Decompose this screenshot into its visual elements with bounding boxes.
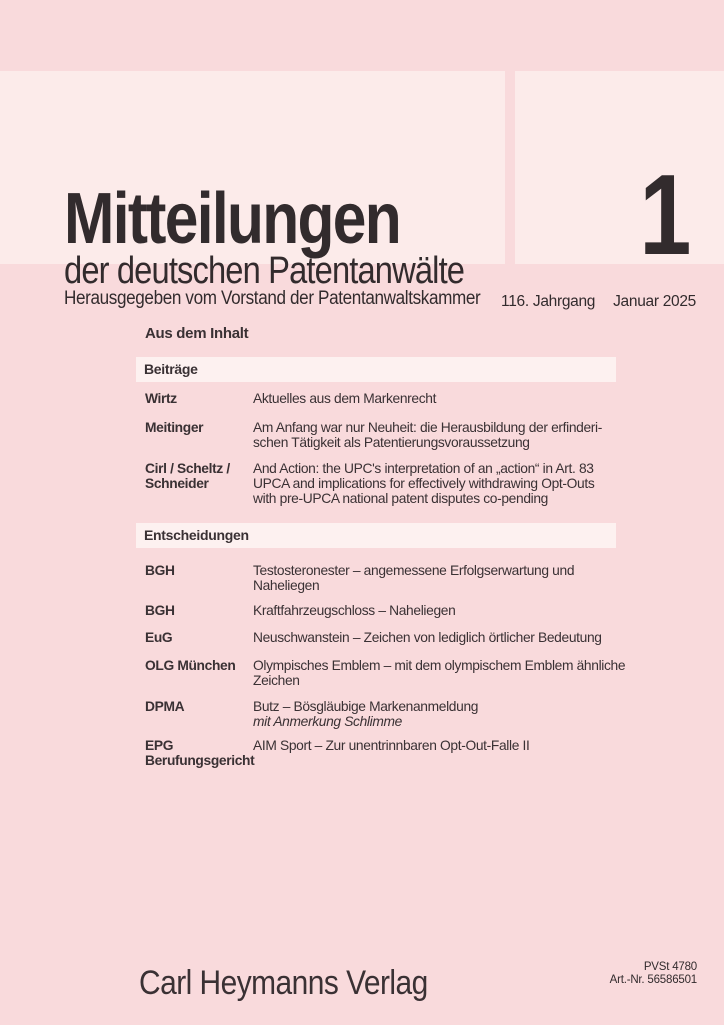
- author-line: Schneider: [145, 476, 209, 491]
- author-line: Wirtz: [145, 391, 177, 406]
- table-of-contents: [136, 325, 626, 768]
- toc-row-author: [145, 461, 253, 506]
- toc-row: [136, 738, 616, 768]
- court-line: EPG: [145, 738, 174, 753]
- toc-row-title: [253, 603, 616, 618]
- court-line: BGH: [145, 603, 175, 618]
- toc-row-court: [145, 738, 253, 768]
- header-title-panel: [0, 71, 505, 309]
- title-line: And Action: the UPC's interpretation of an „action“ in Art. 83: [253, 461, 594, 476]
- toc-row: [136, 461, 616, 506]
- journal-subtitle: der deutschen Patentanwälte: [64, 250, 465, 292]
- toc-row-title: [253, 563, 616, 593]
- title-line: with pre-UPCA national patent disputes co-pending: [253, 491, 549, 506]
- toc-row-court: [145, 699, 253, 729]
- title-line: Naheliegen: [253, 578, 320, 593]
- header-issue-panel: [501, 71, 724, 310]
- postal-note: PVSt 4780: [643, 961, 697, 973]
- toc-row: [136, 658, 626, 688]
- title-line: Aktuelles aus dem Markenrecht: [253, 391, 437, 406]
- publisher-name: Carl Heymanns Verlag: [139, 964, 428, 1002]
- article-number: Art.-Nr. 56586501: [609, 974, 697, 986]
- toc-row-author: [145, 420, 253, 450]
- section-bar-beitraege: Beiträge: [136, 357, 616, 382]
- section-bar-entscheidungen: Entscheidungen: [136, 523, 616, 548]
- court-line: BGH: [145, 563, 175, 578]
- title-line: Testosteronester – angemessene Erfolgserwartung und: [253, 563, 575, 578]
- title-line: Kraftfahrzeugschloss – Naheliegen: [253, 603, 456, 618]
- journal-publisher-line: Herausgegeben vom Vorstand der Patentanwaltskammer: [64, 288, 481, 309]
- court-line: EuG: [145, 630, 173, 645]
- toc-row-title: [253, 738, 616, 768]
- toc-row: [136, 420, 616, 450]
- toc-row-court: [145, 563, 253, 593]
- title-line: UPCA and implications for effectively withdrawing Opt-Outs: [253, 476, 595, 491]
- toc-row-title: [253, 420, 616, 450]
- title-line: AIM Sport – Zur unentrinnbaren Opt-Out-Falle II: [253, 738, 530, 753]
- toc-row-title: [253, 461, 616, 506]
- court-line: DPMA: [145, 699, 185, 714]
- title-line: Olympisches Emblem – mit dem olympischem Emblem ähnliche: [253, 658, 626, 673]
- toc-row: [136, 630, 616, 645]
- toc-row-title: [253, 391, 616, 406]
- toc-row-title: [253, 658, 625, 688]
- journal-title: Mitteilungen: [64, 179, 400, 259]
- toc-row-author: [145, 391, 253, 406]
- toc-row: [136, 391, 616, 406]
- title-line: Butz – Bösgläubige Markenanmeldung: [253, 699, 479, 714]
- court-line: OLG München: [145, 658, 236, 673]
- issue-volume: 116. Jahrgang: [501, 293, 596, 310]
- toc-row: [136, 603, 616, 618]
- title-line: schen Tätigkeit als Patentierungsvoraussetzung: [253, 435, 530, 450]
- issue-date: Januar 2025: [613, 293, 696, 310]
- title-line: Neuschwanstein – Zeichen von lediglich örtlicher Bedeutung: [253, 630, 602, 645]
- title-line: Am Anfang war nur Neuheit: die Herausbildung der erfinderi-: [253, 420, 603, 435]
- issue-volume-date: [501, 294, 696, 310]
- toc-row-title: [253, 630, 616, 645]
- author-line: Cirl / Scheltz /: [145, 461, 230, 476]
- toc-row-court: [145, 658, 253, 688]
- toc-row-title: [253, 699, 616, 729]
- toc-row-court: [145, 630, 253, 645]
- toc-row-court: [145, 603, 253, 618]
- court-line: Berufungsgericht: [145, 753, 255, 768]
- toc-row: [136, 563, 616, 593]
- title-line: Zeichen: [253, 673, 300, 688]
- toc-heading: Aus dem Inhalt: [145, 325, 249, 342]
- toc-row: [136, 699, 616, 729]
- author-line: Meitinger: [145, 420, 204, 435]
- annotation-line: mit Anmerkung Schlimme: [253, 714, 402, 729]
- issue-number: 1: [639, 152, 691, 279]
- print-info: [610, 961, 697, 987]
